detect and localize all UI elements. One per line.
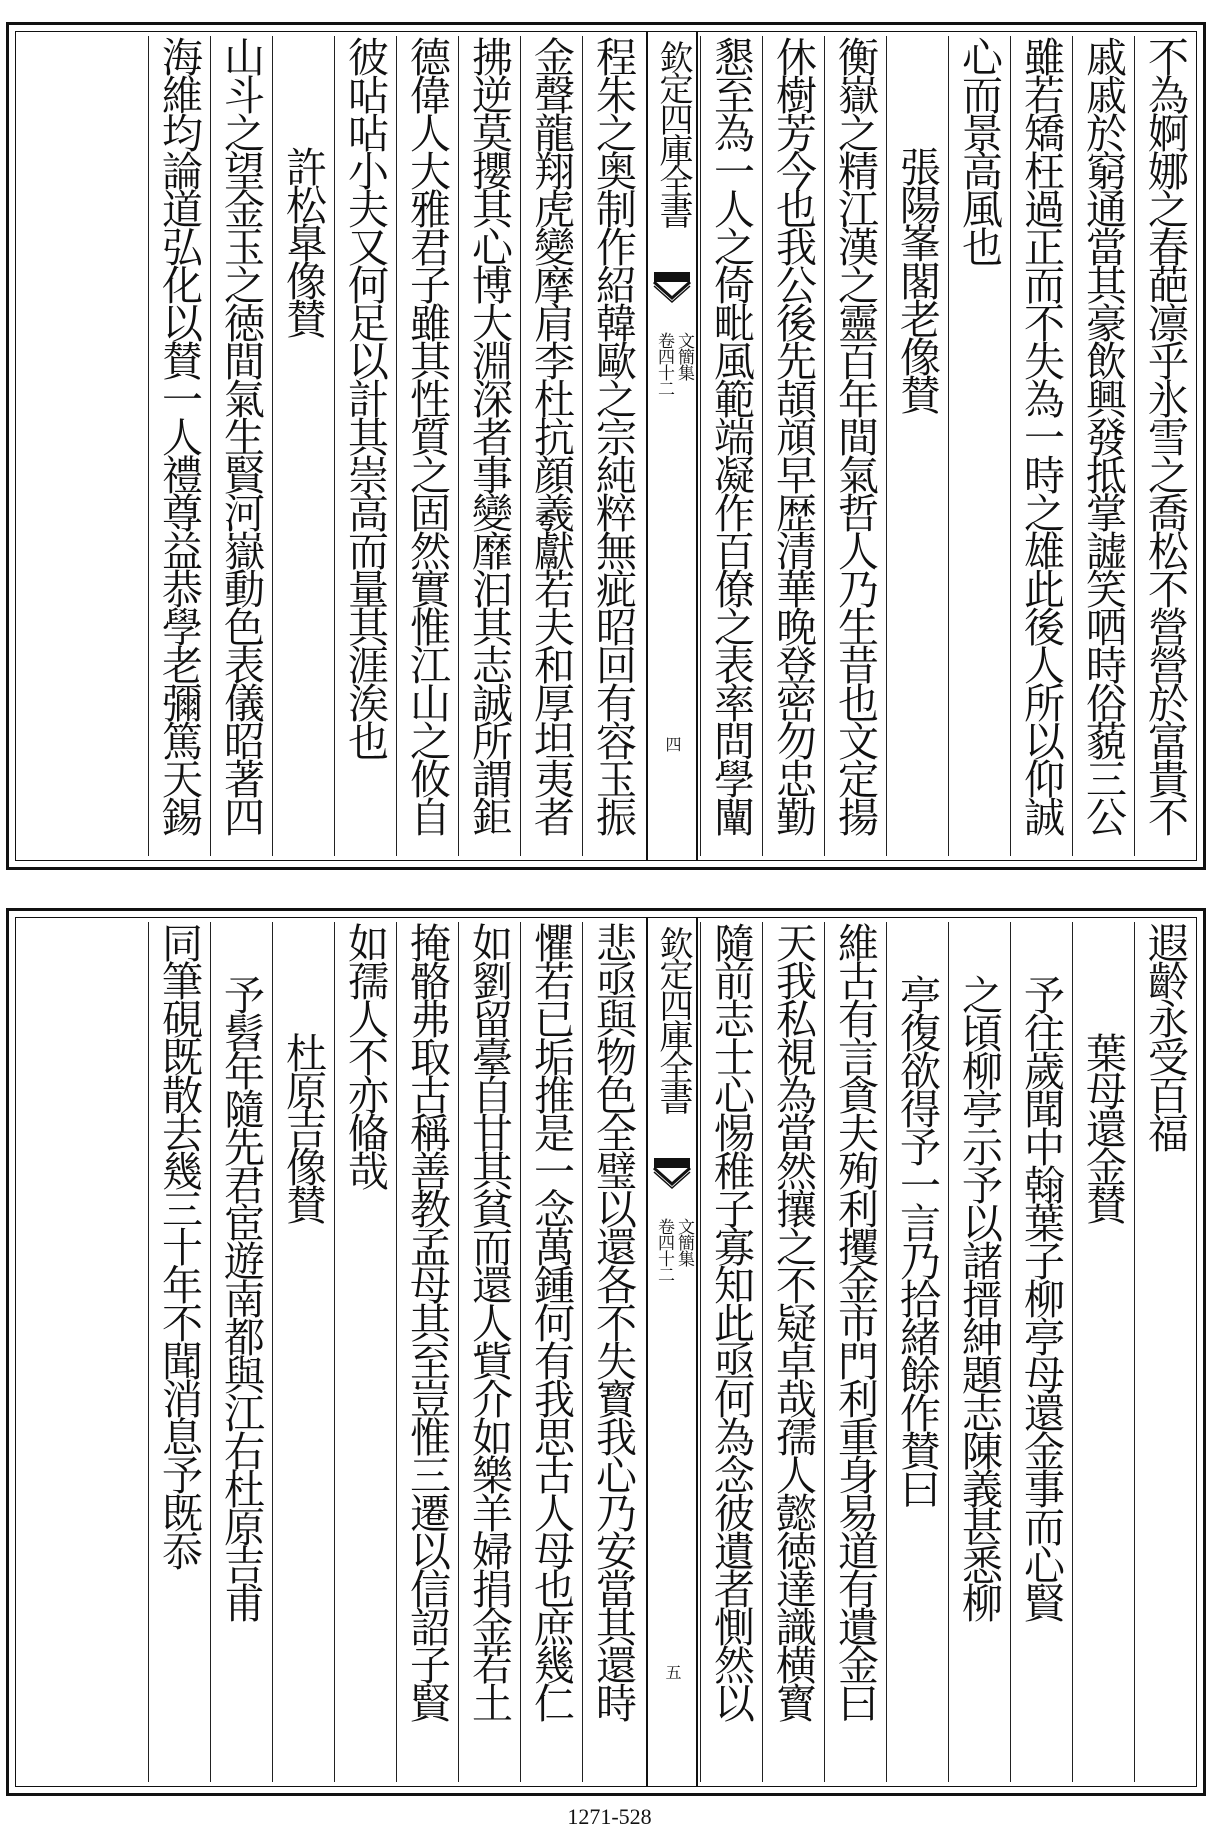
text-column: 悲亟與物色全璧以還各不失寳我心乃安當其還時 bbox=[582, 922, 644, 1782]
page-footer-number: 1271-528 bbox=[567, 1804, 652, 1829]
text-column: 之頃柳亭示予以諸搢紳題志陳義甚悉柳 bbox=[948, 922, 1010, 1782]
text-column: 德偉人大雅君子雖其性質之固然實惟江山之攸自 bbox=[396, 36, 458, 856]
book-header: 欽定四庫全書 bbox=[653, 926, 693, 1112]
text-column: 心而景高風也 bbox=[948, 36, 1010, 856]
fishtail-mark-icon bbox=[650, 270, 694, 310]
section-heading: 張陽峯閣老像賛 bbox=[886, 36, 948, 856]
volume-number: 卷四十二 bbox=[654, 1218, 674, 1282]
page-top bbox=[6, 22, 1206, 870]
text-column: 山斗之望金玉之徳間氣生賢河嶽動色表儀昭著四 bbox=[210, 36, 272, 856]
text-column: 懇至為一人之倚毗風範端凝作百僚之表率問學闡 bbox=[700, 36, 762, 856]
page-top-frame bbox=[15, 31, 1197, 861]
center-fold bbox=[646, 32, 698, 860]
text-column: 維古有言貪夫殉利攫金市門利重身易道有遺金曰 bbox=[824, 922, 886, 1782]
page-bottom-frame bbox=[15, 917, 1197, 1787]
text-column: 休樹芳今也我公後先頡頏早歴清華晚登密勿忠勤 bbox=[762, 36, 824, 856]
text-column: 隨前志士心惕稚子寡知此亟何為念彼遺者惻然以 bbox=[700, 922, 762, 1782]
section-heading: 杜原吉像賛 bbox=[272, 922, 334, 1782]
text-column: 雖若矯枉過正而不失為一時之雄此後人所以仰誠 bbox=[1010, 36, 1072, 856]
text-column: 同筆硯既散去幾三十年不聞消息予既忝 bbox=[148, 922, 210, 1782]
text-column: 如劉留臺自甘其貧而還人貲介如樂羊婦捐金若土 bbox=[458, 922, 520, 1782]
text-column: 亭復欲得予一言乃拾緒餘作賛曰 bbox=[886, 922, 948, 1782]
center-fold bbox=[646, 918, 698, 1786]
volume-title: 文簡集 bbox=[674, 332, 694, 380]
text-column: 予髫年隨先君宦遊南都與江右杜原吉甫 bbox=[210, 922, 272, 1782]
text-column: 予往歲聞中翰葉子柳亭母還金事而心賢 bbox=[1010, 922, 1072, 1782]
text-column: 金聲龍翔虎變摩肩李杜抗顔羲獻若夫和厚坦夷者 bbox=[520, 36, 582, 856]
page-number: 四 bbox=[663, 736, 682, 752]
text-column: 不為婀娜之春葩凛乎氷雪之喬松不營營於富貴不 bbox=[1134, 36, 1196, 856]
text-column: 拂逆莫攖其心博大淵深者事變靡汩其志誠所謂鉅 bbox=[458, 36, 520, 856]
text-column: 程朱之奥制作紹韓歐之宗純粹無疵昭回有容玉振 bbox=[582, 36, 644, 856]
text-column: 天我私視為當然攘之不疑卓哉孺人懿徳達識横寳 bbox=[762, 922, 824, 1782]
text-column: 彼呫呫小夫又何足以計其崇高而量其涯涘也 bbox=[334, 36, 396, 856]
section-heading: 葉母還金賛 bbox=[1072, 922, 1134, 1782]
page-number: 五 bbox=[663, 1664, 682, 1680]
section-heading: 許松臯像賛 bbox=[272, 36, 334, 856]
text-column: 懼若已垢推是一念萬鍾何有我思古人母也庶幾仁 bbox=[520, 922, 582, 1782]
text-column: 衡嶽之精江漢之靈百年間氣哲人乃生昔也文定揚 bbox=[824, 36, 886, 856]
page-bottom bbox=[6, 908, 1206, 1796]
text-column: 如孺人不亦偹哉 bbox=[334, 922, 396, 1782]
text-column: 戚戚於窮通當其豪飲興發抵掌譃笑哂時俗藐三公 bbox=[1072, 36, 1134, 856]
text-column: 掩骼弗取古稱善教孟母其至豈惟三遷以信詔子賢 bbox=[396, 922, 458, 1782]
text-column: 海維均論道弘化以賛一人禮尊益恭學老彌篤天錫 bbox=[148, 36, 210, 856]
text-column: 遐齡永受百福 bbox=[1134, 922, 1196, 1782]
volume-number: 卷四十二 bbox=[654, 332, 674, 396]
fishtail-mark-icon bbox=[650, 1156, 694, 1196]
volume-title: 文簡集 bbox=[674, 1218, 694, 1266]
book-header: 欽定四庫全書 bbox=[653, 40, 693, 226]
